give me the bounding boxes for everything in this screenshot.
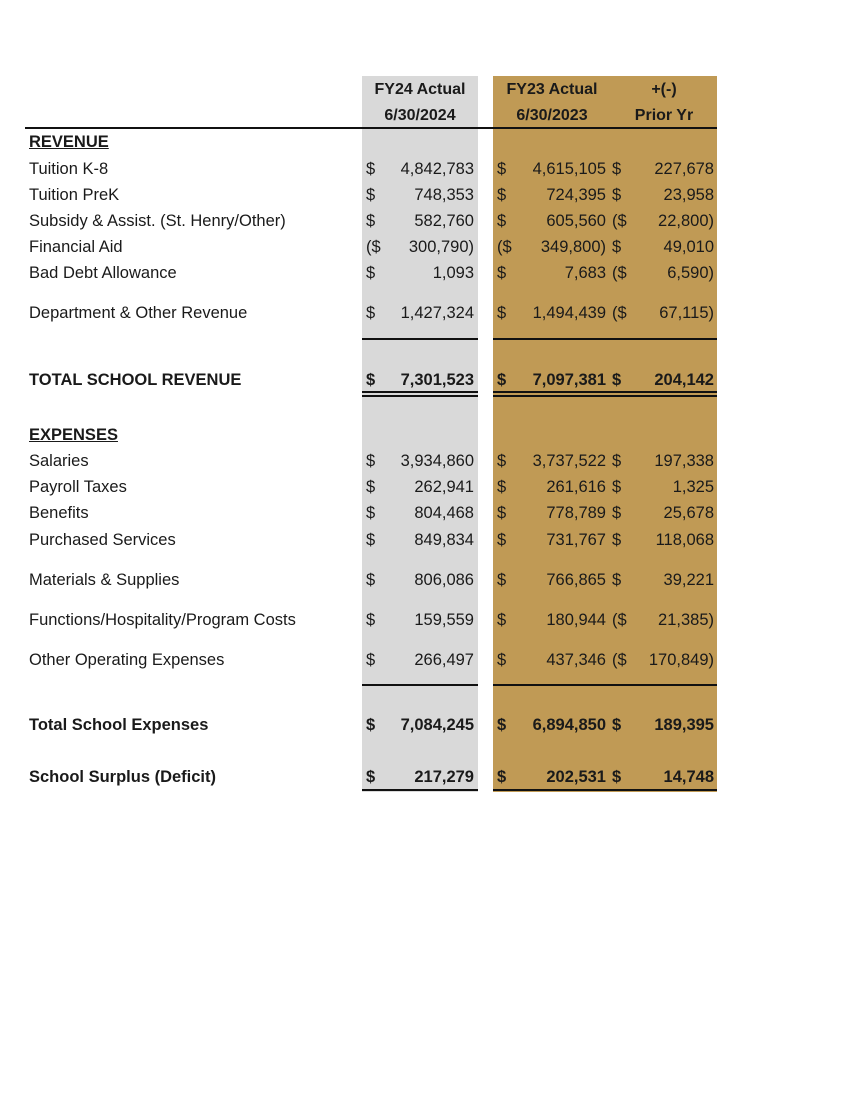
table-row (0, 607, 851, 633)
table-row (0, 208, 851, 234)
fy23-value: 7,683 (564, 264, 606, 282)
fy23-value: 766,865 (546, 571, 606, 589)
fy24-symbol: $ (366, 264, 376, 282)
fy23-value: 437,346 (546, 651, 606, 669)
fy23-symbol: $ (497, 304, 507, 322)
fy24-value: 1,427,324 (400, 304, 474, 322)
diff-symbol: $ (612, 186, 622, 204)
row-label: Financial Aid (29, 238, 123, 256)
fy24-symbol: $ (366, 768, 376, 786)
fy23-value: 724,395 (546, 186, 606, 204)
fy23-symbol: $ (497, 716, 507, 734)
fy24-symbol: $ (366, 716, 376, 734)
table-row (0, 156, 851, 182)
fy24-total-revenue: 7,301,523 (400, 371, 474, 389)
table-row (0, 474, 851, 500)
fy24-double-rule-bottom (362, 395, 478, 397)
fy23-total-expenses: 6,894,850 (532, 716, 606, 734)
diff-symbol: $ (612, 238, 622, 256)
fy24-symbol: $ (366, 651, 376, 669)
row-label: Tuition PreK (29, 186, 120, 204)
fy23-total-revenue: 7,097,381 (532, 371, 606, 389)
fy24-symbol: $ (366, 371, 376, 389)
fy23-header-title: FY23 Actual (506, 81, 598, 98)
revenue-heading: REVENUE (29, 133, 109, 151)
diff-value: 227,678 (654, 160, 714, 178)
fy23-surplus-rule (493, 789, 717, 791)
table-row (0, 448, 851, 474)
fy23-symbol: $ (497, 611, 507, 629)
fy23-value: 1,494,439 (532, 304, 606, 322)
row-label: Payroll Taxes (29, 478, 127, 496)
fy24-symbol: $ (366, 611, 376, 629)
diff-value: 23,958 (663, 186, 714, 204)
fy24-expense-subtotal-rule (362, 684, 478, 686)
diff-value: 1,325 (672, 478, 714, 496)
diff-symbol: ($ (612, 611, 627, 629)
revenue-heading-row (0, 129, 851, 155)
fy24-header-title: FY24 Actual (374, 81, 466, 98)
fy23-surplus: 202,531 (546, 768, 606, 786)
table-row (0, 647, 851, 673)
fy23-value: 349,800) (540, 238, 606, 256)
diff-symbol: $ (612, 768, 622, 786)
table-row (0, 182, 851, 208)
fy23-symbol: $ (497, 478, 507, 496)
diff-symbol: $ (612, 716, 622, 734)
row-label: Benefits (29, 504, 89, 522)
fy23-symbol: $ (497, 186, 507, 204)
surplus-row (0, 764, 851, 790)
row-label: Other Operating Expenses (29, 651, 225, 669)
fy23-value: 731,767 (546, 531, 606, 549)
fy24-value: 300,790) (408, 238, 474, 256)
row-label: Salaries (29, 452, 89, 470)
diff-value: 67,115) (659, 304, 714, 322)
fy23-symbol: $ (497, 531, 507, 549)
fy23-symbol: $ (497, 212, 507, 230)
fy24-header-date: 6/30/2024 (384, 107, 456, 124)
diff-header-subtitle: Prior Yr (634, 107, 694, 124)
fy24-value: 849,834 (414, 531, 474, 549)
fy23-double-rule-top (493, 391, 717, 393)
row-label: Materials & Supplies (29, 571, 180, 589)
row-label: Purchased Services (29, 531, 176, 549)
diff-symbol: $ (612, 160, 622, 178)
fy23-value: 261,616 (546, 478, 606, 496)
diff-value: 25,678 (663, 504, 714, 522)
fy24-value: 266,497 (414, 651, 474, 669)
diff-symbol: $ (612, 452, 622, 470)
fy24-value: 159,559 (414, 611, 474, 629)
diff-symbol: $ (612, 371, 622, 389)
fy24-symbol: $ (366, 531, 376, 549)
fy24-value: 804,468 (414, 504, 474, 522)
fy24-symbol: $ (366, 186, 376, 204)
fy23-symbol: $ (497, 452, 507, 470)
fy24-subtotal-rule (362, 338, 478, 340)
fy24-symbol: $ (366, 304, 376, 322)
fy23-symbol: $ (497, 768, 507, 786)
fy23-value: 180,944 (546, 611, 606, 629)
fy24-symbol: $ (366, 160, 376, 178)
fy23-value: 4,615,105 (532, 160, 606, 178)
fy23-double-rule-bottom (493, 395, 717, 397)
fy23-symbol: $ (497, 371, 507, 389)
row-label: Department & Other Revenue (29, 304, 248, 322)
row-label: Subsidy & Assist. (St. Henry/Other) (29, 212, 286, 230)
row-label: Bad Debt Allowance (29, 264, 177, 282)
fy23-value: 3,737,522 (532, 452, 606, 470)
fy24-symbol: $ (366, 504, 376, 522)
surplus-label: School Surplus (Deficit) (29, 768, 217, 786)
table-row (0, 527, 851, 553)
diff-symbol: $ (612, 504, 622, 522)
diff-value: 170,849) (648, 651, 714, 669)
fy24-value: 1,093 (432, 264, 474, 282)
fy24-value: 4,842,783 (400, 160, 474, 178)
table-row (0, 300, 851, 326)
fy24-surplus-rule (362, 789, 478, 791)
diff-header-title: +(-) (651, 81, 677, 98)
fy23-symbol: $ (497, 504, 507, 522)
fy24-symbol: ($ (366, 238, 381, 256)
expenses-heading-row (0, 422, 851, 448)
diff-value: 39,221 (663, 571, 714, 589)
fy24-symbol: $ (366, 212, 376, 230)
total-revenue-label: TOTAL SCHOOL REVENUE (29, 371, 242, 389)
diff-symbol: ($ (612, 264, 627, 282)
fy23-subtotal-rule (493, 338, 717, 340)
fy23-value: 778,789 (546, 504, 606, 522)
diff-symbol: ($ (612, 212, 627, 230)
diff-surplus: 14,748 (663, 768, 714, 786)
fy24-value: 748,353 (414, 186, 474, 204)
diff-value: 49,010 (663, 238, 714, 256)
fy24-surplus: 217,279 (414, 768, 474, 786)
fy24-symbol: $ (366, 571, 376, 589)
diff-value: 21,385) (658, 611, 714, 629)
diff-symbol: $ (612, 531, 622, 549)
fy24-value: 262,941 (414, 478, 474, 496)
fy23-symbol: ($ (497, 238, 512, 256)
fy24-double-rule-top (362, 391, 478, 393)
row-label: Tuition K-8 (29, 160, 109, 178)
fy24-symbol: $ (366, 478, 376, 496)
fy23-header-date: 6/30/2023 (516, 107, 588, 124)
row-label: Functions/Hospitality/Program Costs (29, 611, 296, 629)
diff-value: 6,590) (667, 264, 714, 282)
fy23-symbol: $ (497, 264, 507, 282)
expenses-heading: EXPENSES (29, 426, 118, 444)
fy24-value: 582,760 (414, 212, 474, 230)
fy23-expense-subtotal-rule (493, 684, 717, 686)
diff-value: 197,338 (654, 452, 714, 470)
table-row (0, 567, 851, 593)
diff-total-revenue: 204,142 (654, 371, 714, 389)
fy24-value: 806,086 (414, 571, 474, 589)
fy23-symbol: $ (497, 160, 507, 178)
diff-symbol: $ (612, 571, 622, 589)
diff-symbol: $ (612, 478, 622, 496)
fy24-value: 3,934,860 (400, 452, 474, 470)
fy23-symbol: $ (497, 651, 507, 669)
table-row (0, 260, 851, 286)
total-expenses-row (0, 712, 851, 738)
diff-symbol: ($ (612, 304, 627, 322)
total-expenses-label: Total School Expenses (29, 716, 209, 734)
table-row (0, 500, 851, 526)
fy23-value: 605,560 (546, 212, 606, 230)
diff-value: 118,068 (655, 531, 714, 549)
total-revenue-row (0, 367, 851, 393)
fy23-symbol: $ (497, 571, 507, 589)
diff-total-expenses: 189,395 (654, 716, 714, 734)
fy24-total-expenses: 7,084,245 (400, 716, 474, 734)
fy24-symbol: $ (366, 452, 376, 470)
diff-value: 22,800) (658, 212, 714, 230)
table-row (0, 234, 851, 260)
diff-symbol: ($ (612, 651, 627, 669)
